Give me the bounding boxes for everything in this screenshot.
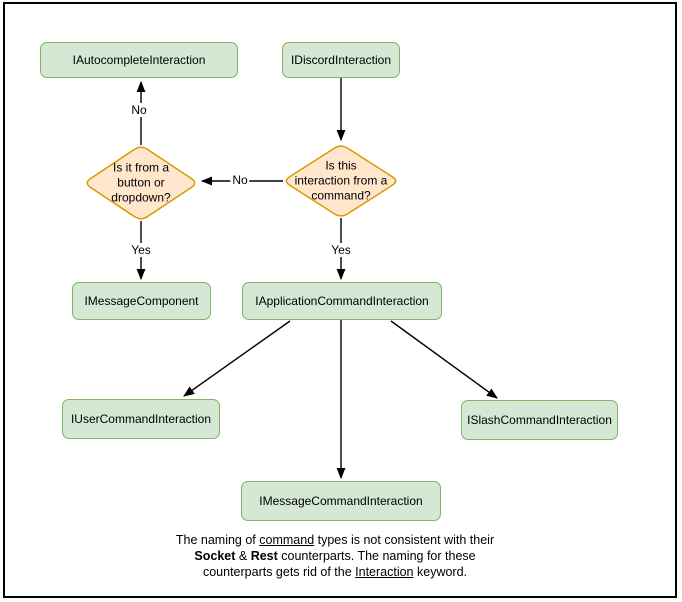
- decision-line: dropdown?: [111, 190, 171, 205]
- footer-text: counterparts gets rid of the: [202, 565, 356, 579]
- footer-underlined-interaction: Interaction: [355, 565, 414, 579]
- edge-application-command-to-slash-command: [391, 321, 497, 398]
- node-label: IMessageCommandInteraction: [259, 494, 423, 508]
- footer-note: [135, 532, 535, 580]
- node-label: IAutocompleteInteraction: [72, 53, 206, 67]
- node-iapplication-command-interaction: [242, 282, 442, 320]
- footer-text: counterparts. The naming for these: [277, 549, 476, 563]
- edge-label-yes-left: Yes: [131, 243, 151, 257]
- footer-underlined-command: command: [259, 533, 315, 547]
- footer-bold-rest: Rest: [250, 549, 278, 563]
- edge-label-no-up: No: [131, 103, 147, 117]
- footer-text: The naming of: [175, 533, 260, 547]
- footer-text: types is not consistent with their: [314, 533, 495, 547]
- node-label: IDiscordInteraction: [290, 53, 392, 67]
- node-islash-command-interaction: [461, 400, 618, 440]
- edge-label-no-left: No: [232, 173, 248, 187]
- node-label: IMessageComponent: [84, 294, 199, 308]
- footer-line-3: [135, 564, 535, 580]
- footer-text: &: [235, 549, 251, 563]
- node-label: IUserCommandInteraction: [70, 412, 212, 426]
- decision-line: Is it from a: [112, 160, 170, 175]
- node-label: IApplicationCommandInteraction: [255, 294, 429, 308]
- node-iuser-command-interaction: [62, 399, 220, 439]
- decision-line: command?: [311, 188, 371, 203]
- decision-line: button or: [117, 175, 165, 190]
- decision-command-label: [295, 159, 388, 204]
- edge-application-command-to-user-command: [184, 321, 290, 396]
- decision-line: interaction from a: [294, 173, 388, 188]
- footer-bold-socket: Socket: [194, 549, 236, 563]
- footer-line-2: [135, 548, 535, 564]
- edge-label-yes-right: Yes: [331, 243, 351, 257]
- decision-line: Is this: [325, 158, 357, 173]
- node-idiscord-interaction: [282, 42, 400, 78]
- decision-component-label: [111, 161, 170, 206]
- node-label: ISlashCommandInteraction: [467, 413, 612, 427]
- footer-line-1: [135, 532, 535, 548]
- node-iautocomplete-interaction: [40, 42, 238, 78]
- footer-text: keyword.: [413, 565, 468, 579]
- node-imessage-command-interaction: [241, 481, 441, 521]
- node-imessage-component: [72, 282, 211, 320]
